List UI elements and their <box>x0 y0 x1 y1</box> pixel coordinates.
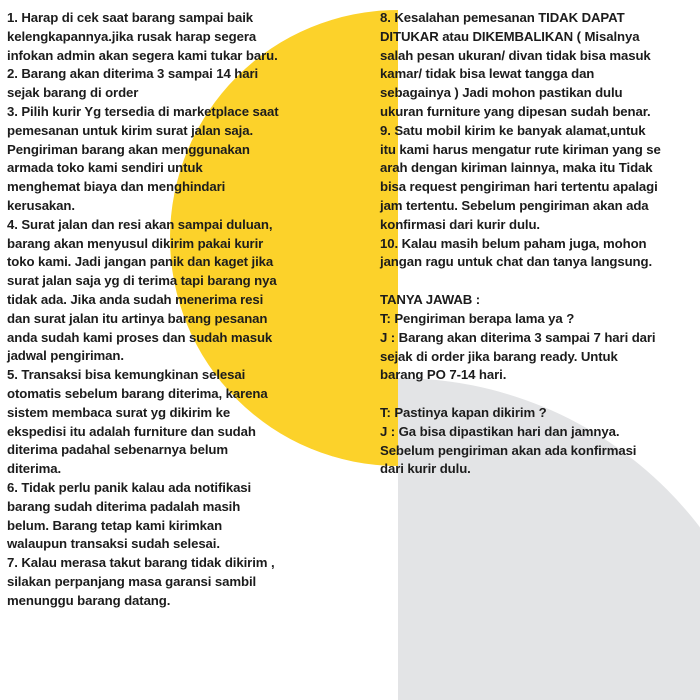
rule-1: 1. Harap di cek saat barang sampai baik kelengkapannya.jika rusak harap segera infokan admin akan segera kami tukar baru. <box>7 10 278 63</box>
qa-spacer <box>380 385 698 404</box>
rule-5: 5. Transaksi bisa kemungkinan selesai otomatis sebelum barang diterima, karena sistem membaca surat yg dikirim ke ekspedisi itu adalah furniture dan sudah diterima padahal sebenarnya belum diterima. <box>7 367 268 477</box>
qa-title: TANYA JAWAB : <box>380 292 481 308</box>
rule-6: 6. Tidak perlu panik kalau ada notifikasi barang sudah diterima padalah masih belum. Barang tetap kami kirimkan walaupun transaksi sudah selesai. <box>7 479 252 552</box>
rule-2: 2. Barang akan diterima 3 sampai 14 hari sejak barang di order <box>7 66 259 101</box>
qa-answer-2: J : Ga bisa dipastikan hari dan jamnya. Sebelum pengiriman akan ada konfirmasi dari kurir dulu. <box>380 423 637 477</box>
rule-10: 10. Kalau masih belum paham juga, mohon jangan ragu untuk chat dan tanya langsung. <box>380 235 653 270</box>
left-column <box>7 9 347 611</box>
rule-9: 9. Satu mobil kirim ke banyak alamat,untuk itu kami harus mengatur rute kiriman yang se arah dengan kiriman lainnya, maka itu Tidak bisa request pengiriman hari tertentu apalagi jam tertentu. Sebelum pengiriman akan ada konfirmasi dari kurir dulu. <box>380 122 661 232</box>
qa-answer-1: J : Barang akan diterima 3 sampai 7 hari dari sejak di order jika barang ready. Untuk barang PO 7-14 hari. <box>380 329 656 383</box>
rule-8: 8. Kesalahan pemesanan TIDAK DAPAT DITUKAR atau DIKEMBALIKAN ( Misalnya salah pesan ukuran/ divan tidak bisa masuk kamar/ tidak bisa lewat tangga dan sebagainya ) Jadi mohon pastikan dulu ukuran furniture yang dipesan sudah benar. <box>380 10 651 119</box>
right-column <box>380 9 698 479</box>
qa-question-2: T: Pastinya kapan dikirim ? <box>380 404 547 420</box>
rule-7: 7. Kalau merasa takut barang tidak dikirim , silakan perpanjang masa garansi sambil menunggu barang datang. <box>7 555 275 608</box>
rule-3: 3. Pilih kurir Yg tersedia di marketplace saat pemesanan untuk kirim surat jalan saja. Pengiriman barang akan menggunakan armada toko kami sendiri untuk menghemat biaya dan menghindari kerusakan. <box>7 103 279 213</box>
rule-4: 4. Surat jalan dan resi akan sampai duluan, barang akan menyusul dikirim pakai kurir toko kami. Jadi jangan panik dan kaget jika surat jalan saja yg di terima tapi barang nya tidak ada. Jika anda sudah menerima resi dan surat jalan itu artinya barang pesanan anda sudah kami proses dan sudah masuk jadwal pengiriman. <box>7 216 277 364</box>
qa-question-1: T: Pengiriman berapa lama ya ? <box>380 310 575 326</box>
